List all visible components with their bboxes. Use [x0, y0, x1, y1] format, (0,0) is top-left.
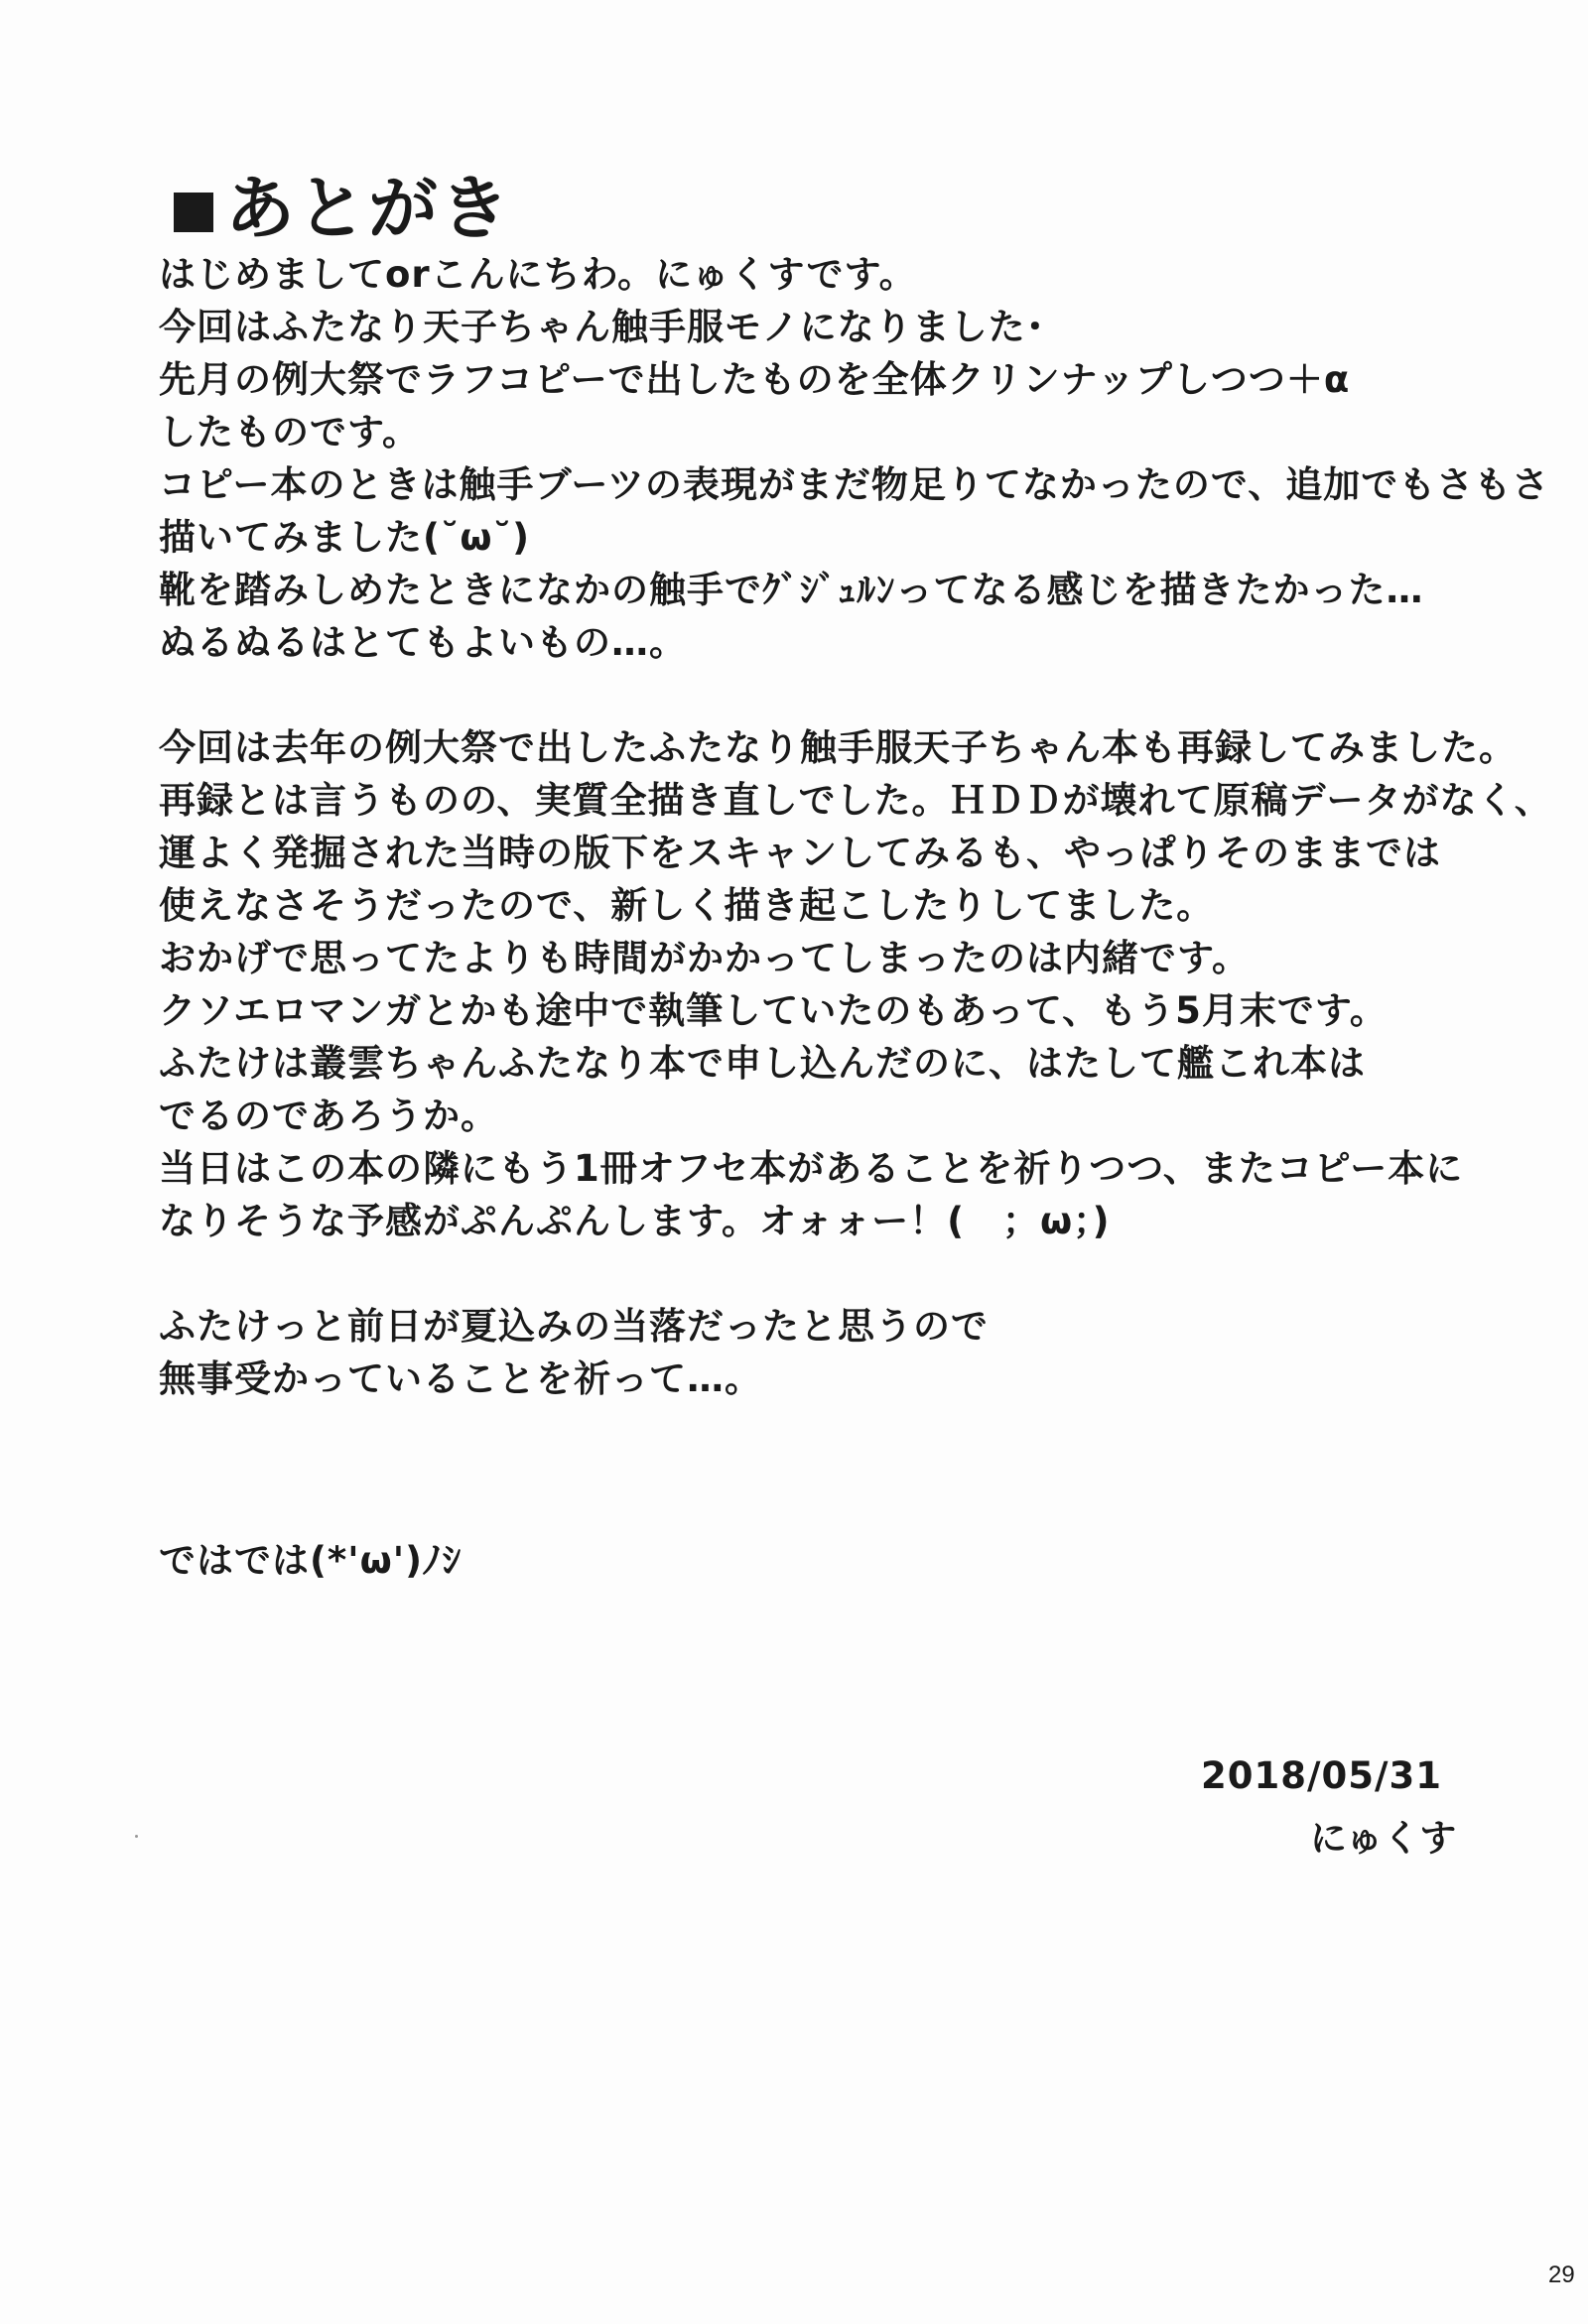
signature-date: 2018/05/31	[1201, 1754, 1442, 1797]
scan-speck	[135, 1835, 138, 1838]
afterword-body	[159, 248, 1552, 1587]
square-bullet-icon	[174, 193, 213, 232]
text-line: 今回は去年の例大祭で出したふたなり触手服天子ちゃん本も再録してみました。	[159, 726, 1517, 769]
text-line: 運よく発掘された当時の版下をスキャンしてみるも、やっぱりそのままでは	[159, 832, 1441, 874]
heading-title: あとがき	[225, 168, 511, 249]
text-line: 使えなさそうだったので、新しく描き起こしたりしてました。	[159, 884, 1215, 927]
text-line: おかげで思ってたよりも時間がかかってしまったのは内緒です。	[159, 937, 1251, 979]
text-line: ふたけっと前日が夏込みの当落だったと思うので	[159, 1305, 989, 1348]
text-line: 今回はふたなり天子ちゃん触手服モノになりました･	[159, 306, 1046, 348]
signature-author: にゅくす	[1310, 1817, 1457, 1860]
text-line: なりそうな予感がぷんぷんします。オォォー！( ；ω；)	[159, 1200, 1111, 1242]
text-line: クソエロマンガとかも途中で執筆していたのもあって、もう5月末です。	[159, 989, 1388, 1032]
text-line: 靴を踏みしめたときになかの触手でｸﾞｼﾞｭﾙﾝってなる感じを描きたかった…	[159, 569, 1424, 611]
paragraph-gap	[159, 1405, 1489, 1534]
text-line: 無事受かっていることを祈って…。	[159, 1357, 762, 1400]
text-line: ふたけは叢雲ちゃんふたなり本で申し込んだのに、はたして艦これ本は	[159, 1042, 1366, 1085]
text-line: 描いてみました(˘ω˘)	[159, 516, 530, 559]
afterword-heading	[174, 169, 511, 248]
paragraph-gap	[159, 669, 1489, 721]
closing-line: ではでは(*'ω')ﾉｼ	[159, 1539, 462, 1582]
page-number: 29	[1548, 2261, 1575, 2288]
paragraph-gap	[159, 1247, 1489, 1300]
text-line: でるのであろうか。	[159, 1095, 498, 1137]
text-line: 再録とは言うものの、実質全描き直しでした。ＨＤＤが壊れて原稿データがなく、	[159, 779, 1552, 822]
text-line: はじめましてorこんにちわ。にゅくすです。	[159, 253, 917, 296]
text-line: コピー本のときは触手ブーツの表現がまだ物足りてなかったので、追加でもさもさ	[159, 463, 1550, 506]
text-line: 当日はこの本の隣にもう1冊オフセ本があることを祈りつつ、またコピー本に	[159, 1147, 1464, 1190]
text-line: ぬるぬるはとてもよいもの…。	[159, 621, 687, 664]
text-line: 先月の例大祭でラフコピーで出したものを全体クリンナップしつつ＋α	[159, 358, 1351, 401]
text-line: したものです。	[159, 411, 421, 453]
